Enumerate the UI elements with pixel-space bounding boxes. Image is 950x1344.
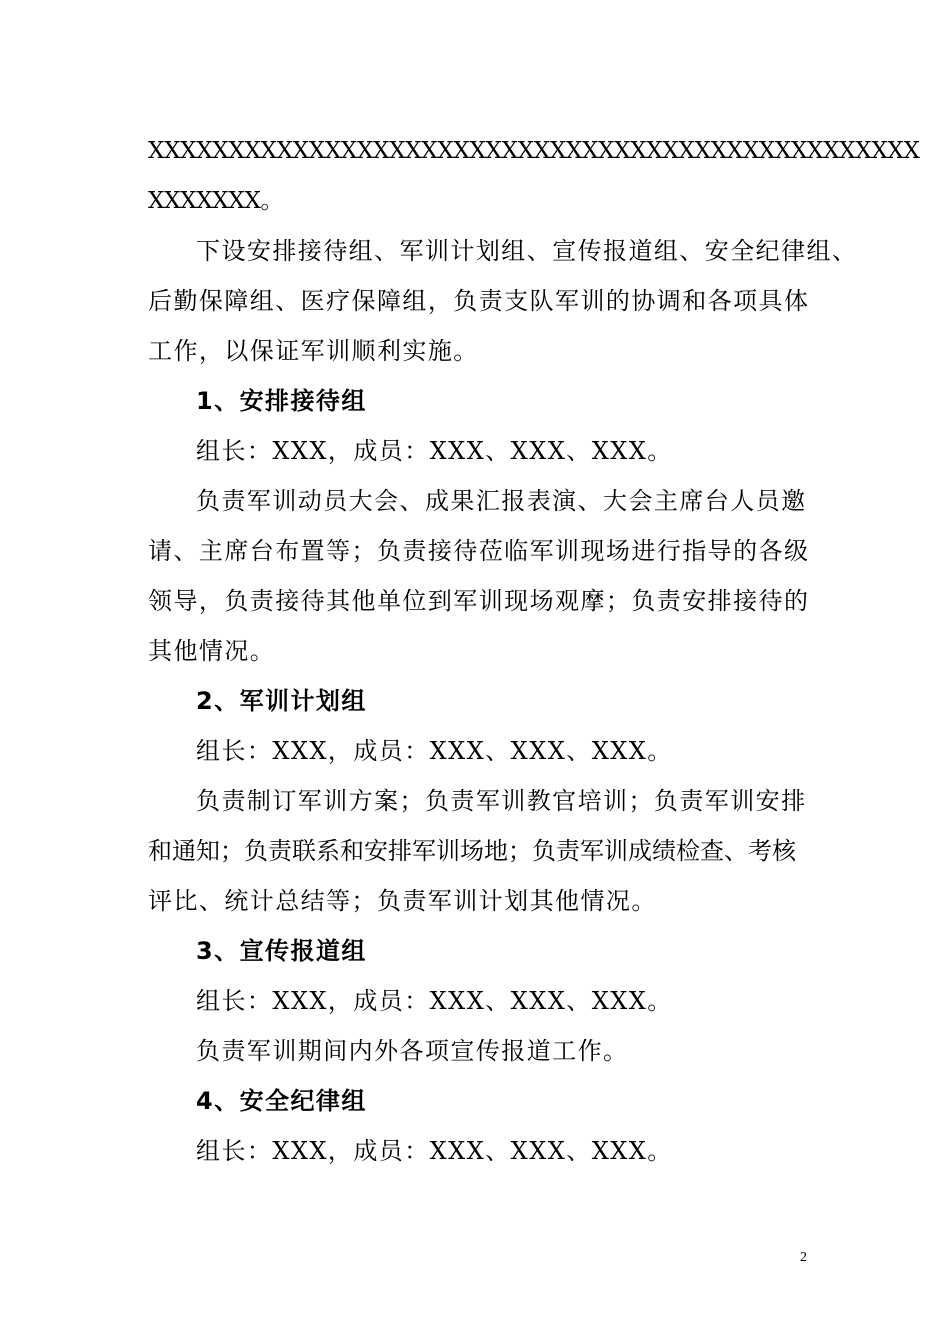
group-members-2: 组长：XXX，成员：XXX、XXX、XXX。 [196,737,673,765]
group-members-1: 组长：XXX，成员：XXX、XXX、XXX。 [196,437,673,465]
section-heading-4: 4、安全纪律组 [196,1087,367,1115]
section-heading-3: 3、宣传报道组 [196,937,367,965]
paragraph-line: 后勤保障组、医疗保障组，负责支队军训的协调和各项具体 [148,287,810,315]
paragraph-line: 领导，负责接待其他单位到军训现场观摩；负责安排接待的 [148,587,810,615]
paragraph-line: 下设安排接待组、军训计划组、宣传报道组、安全纪律组、 [196,237,858,265]
section-heading-1: 1、安排接待组 [196,387,367,415]
group-members-4: 组长：XXX，成员：XXX、XXX、XXX。 [196,1137,673,1165]
section-heading-2: 2、军训计划组 [196,687,367,715]
paragraph-line: 评比、统计总结等；负责军训计划其他情况。 [148,887,657,915]
paragraph-line: 负责军训期间内外各项宣传报道工作。 [196,1037,629,1065]
paragraph-line: 请、主席台布置等；负责接待莅临军训现场进行指导的各级 [148,537,810,565]
paragraph-line: 负责军训动员大会、成果汇报表演、大会主席台人员邀 [196,487,807,515]
page-number: 2 [800,1250,807,1265]
paragraph-line: 工作，以保证军训顺利实施。 [148,337,479,365]
paragraph-line: 其他情况。 [148,637,276,665]
intro-line-1: XXXXXXXXXXXXXXXXXXXXXXXXXXXXXXXXXXXXXXXXXXXXXXXX [148,138,920,164]
paragraph-line: 负责制订军训方案；负责军训教官培训；负责军训安排 [196,787,807,815]
paragraph-line: 和通知；负责联系和安排军训场地；负责军训成绩检查、考核 [148,837,796,865]
group-members-3: 组长：XXX，成员：XXX、XXX、XXX。 [196,987,673,1015]
intro-line-2: XXXXXXX。 [148,188,284,214]
